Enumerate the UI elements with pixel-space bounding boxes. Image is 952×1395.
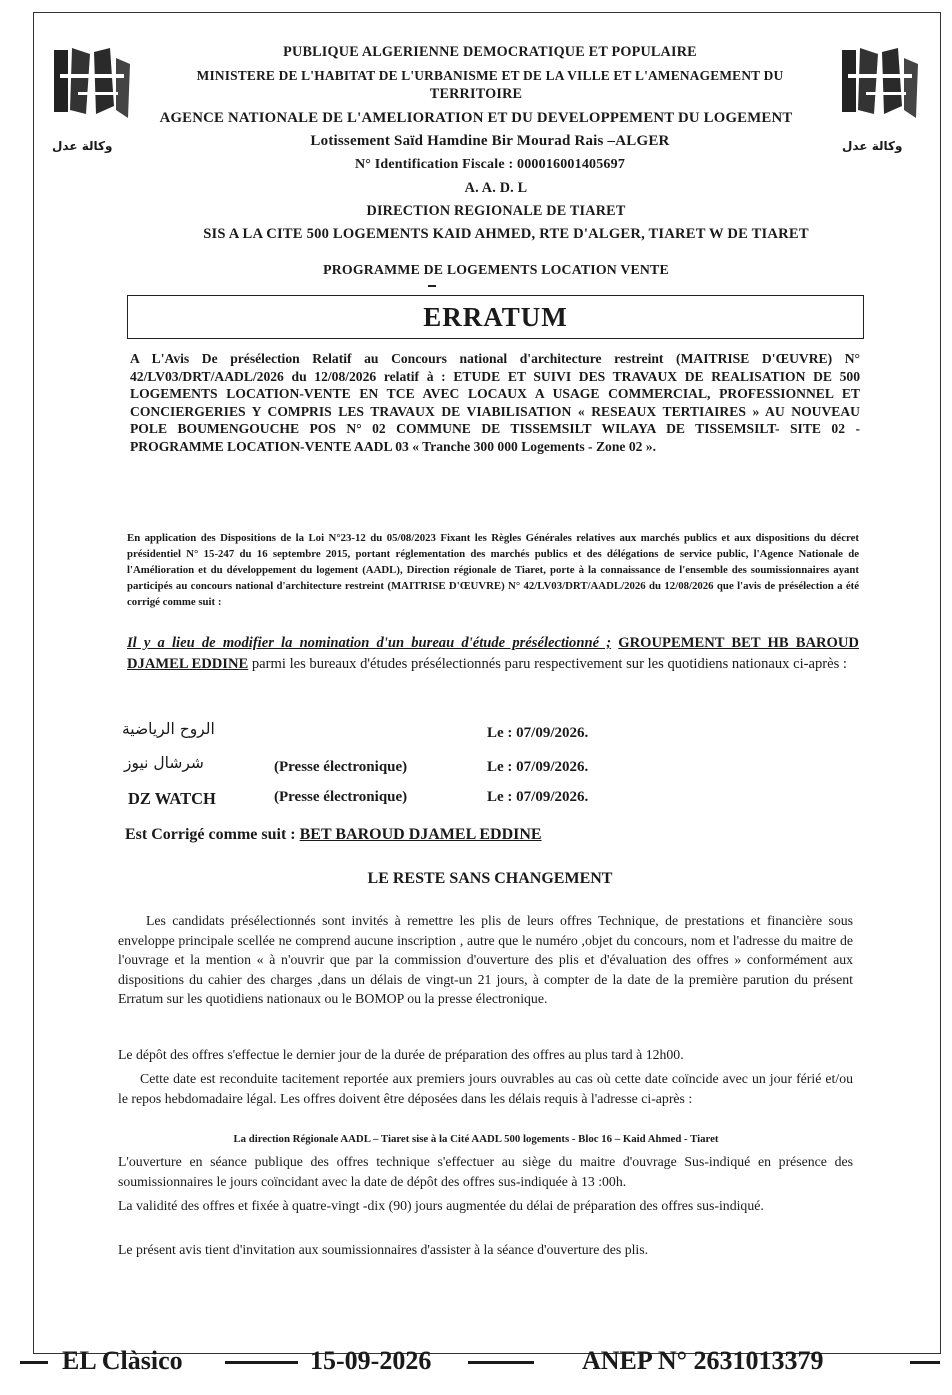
- reste-sans-changement: LE RESTE SANS CHANGEMENT: [367, 870, 613, 887]
- footer-rule-2: [468, 1361, 534, 1364]
- erratum-title: ERRATUM: [127, 295, 864, 339]
- logo-caption-left: وكالة عدل: [52, 139, 113, 153]
- footer-date: 15-09-2026: [310, 1346, 432, 1375]
- header-line-2: MINISTERE DE L'HABITAT DE L'URBANISME ET DE LA VILLE ET L'AMENAGEMENT DU: [196, 68, 784, 83]
- modification-rest: parmi les bureaux d'études présélectionnés paru respectivement sur les quotidiens nationaux ci-après :: [248, 656, 847, 672]
- modification-paragraph: [127, 633, 859, 675]
- newspaper-date-2: Le : 07/09/2026.: [487, 759, 589, 775]
- intro-paragraph: A L'Avis De présélection Relatif au Concours national d'architecture restreint (MAITRISE D'ŒUVRE) N° 42/LV03/DRT/AADL/2026 du 12/08/2026 relatif à : ETUDE ET SUIVI DES TRAVAUX DE REALISATION DE 500 LOGEMENTS LOCATION-VENTE EN TCE AVEC LOCAUX A USAGE COMMERCIAL, PROFESSIONNEL ET CONCIERGERIES Y COMPRIS LES TRAVAUX DE VIABILISATION « RESEAUX TERTIAIRES » AU NOUVEAU POLE BOUMENGOUCHE POS N° 02 COMMUNE DE TISSEMSILT WILAYA DE TISSEMSILT- SITE 02 - PROGRAMME LOCATION-VENTE AADL 03 « Tranche 300 000 Logements - Zone 02 ».: [130, 351, 860, 454]
- footer-rule-1: [225, 1361, 298, 1364]
- logo-caption-right: وكالة عدل: [842, 139, 903, 153]
- correction-value: BET BAROUD DJAMEL EDDINE: [299, 826, 542, 843]
- newspaper-name-3: DZ WATCH: [128, 789, 216, 808]
- newspaper-date-3: Le : 07/09/2026.: [487, 789, 589, 805]
- newspaper-name-2: شرشال نيوز: [124, 754, 204, 772]
- footer-rule-right: [910, 1361, 940, 1364]
- newspaper-date-1: Le : 07/09/2026.: [487, 725, 589, 741]
- header-line-5: Lotissement Saïd Hamdine Bir Mourad Rais –ALGER: [310, 133, 670, 149]
- header-line-9: SIS A LA CITE 500 LOGEMENTS KAID AHMED, RTE D'ALGER, TIARET W DE TIARET: [203, 226, 809, 242]
- modification-underlined: Il y a lieu de modifier la nomination d'un bureau d'étude présélectionné ;: [127, 635, 612, 651]
- correction-label: Est Corrigé comme suit :: [125, 826, 300, 843]
- paragraph-4: L'ouverture en séance publique des offres technique s'effectuer au siège du maitre d'ouvrage Sus-indiqué en présence des soumissionnaires le jours coïncidant avec la date de dépôt des offres sus-indiquée à 13 :00h.: [118, 1154, 853, 1189]
- header-line-3: TERRITOIRE: [429, 86, 523, 102]
- footer-newspaper: EL Clàsico: [62, 1346, 183, 1375]
- divider: [428, 285, 436, 287]
- header-line-7: A. A. D. L: [464, 180, 528, 196]
- address-line: La direction Régionale AADL – Tiaret sise à la Cité AADL 500 logements - Bloc 16 – Kaid Ahmed - Tiaret: [233, 1133, 719, 1145]
- header-line-4: AGENCE NATIONALE DE L'AMELIORATION ET DU DEVELOPPEMENT DU LOGEMENT: [159, 110, 793, 126]
- paragraph-5: La validité des offres et fixée à quatre-vingt -dix (90) jours augmentée du délai de préparation des offres sus-indiqué.: [118, 1198, 764, 1213]
- footer-rule-left: [20, 1361, 48, 1364]
- programme-title: PROGRAMME DE LOGEMENTS LOCATION VENTE: [323, 262, 669, 277]
- paragraph-1: Les candidats présélectionnés sont invités à remettre les plis de leurs offres Technique, de prestations et financière sous enveloppe principale scellée ne comprend aucune inscription , autre que le numéro ,objet du concours, nom et l'adresse du maitre de l'ouvrage et la mention « à n'ouvrir que par la commission d'ouverture des plis et d'évaluation des offres » conformément aux dispositions du cahier des charges ,dans un délais de vingt-un 21 jours, à compter de la date de la première parution du présent Erratum sur les quotidiens nationaux ou le BOMOP ou la presse électronique.: [118, 913, 853, 1006]
- footer-anep: ANEP N° 2631013379: [582, 1346, 824, 1375]
- correction-line: [125, 826, 542, 844]
- header-line-8: DIRECTION REGIONALE DE TIARET: [366, 203, 626, 219]
- paragraph-6: Le présent avis tient d'invitation aux soumissionnaires d'assister à la séance d'ouverture des plis.: [118, 1242, 649, 1257]
- modified-bureau-name: GROUPEMENT BET HB BAROUD DJAMEL EDDINE: [127, 635, 859, 672]
- newspaper-type-2: (Presse électronique): [274, 759, 408, 775]
- newspaper-type-3: (Presse électronique): [274, 789, 408, 805]
- paragraph-2: Le dépôt des offres s'effectue le dernier jour de la durée de préparation des offres au plus tard à 12h00.: [118, 1047, 684, 1062]
- header-line-1: PUBLIQUE ALGERIENNE DEMOCRATIQUE ET POPULAIRE: [283, 44, 697, 60]
- application-paragraph: En application des Dispositions de la Loi N°23-12 du 05/08/2023 Fixant les Règles Générales relatives aux marchés publics et aux dispositions du décret présidentiel N° 15-247 du 16 septembre 2015, portant réglementation des marchés publics et des délégations de service public, l'Agence Nationale de l'Amélioration et du développement du logement (AADL), Direction régionale de Tiaret, porte à la connaissance de l'ensemble des soumissionnaires ayant participés au concours national d'architecture restreint (MAITRISE D'ŒUVRE) N° 42/LV03/DRT/AADL/2026 du 12/08/2026 que l'avis de présélection a été corrigé comme suit :: [127, 532, 859, 608]
- newspaper-name-1: الروح الرياضية: [122, 720, 215, 738]
- header-line-6: N° Identification Fiscale : 000016001405697: [354, 157, 626, 172]
- paragraph-3: Cette date est reconduite tacitement reportée aux premiers jours ouvrables au cas où cette date coïncide avec un jour férié et/ou le repos hebdomadaire légal. Les offres doivent être déposées dans les délais requis à l'adresse ci-après :: [118, 1071, 853, 1106]
